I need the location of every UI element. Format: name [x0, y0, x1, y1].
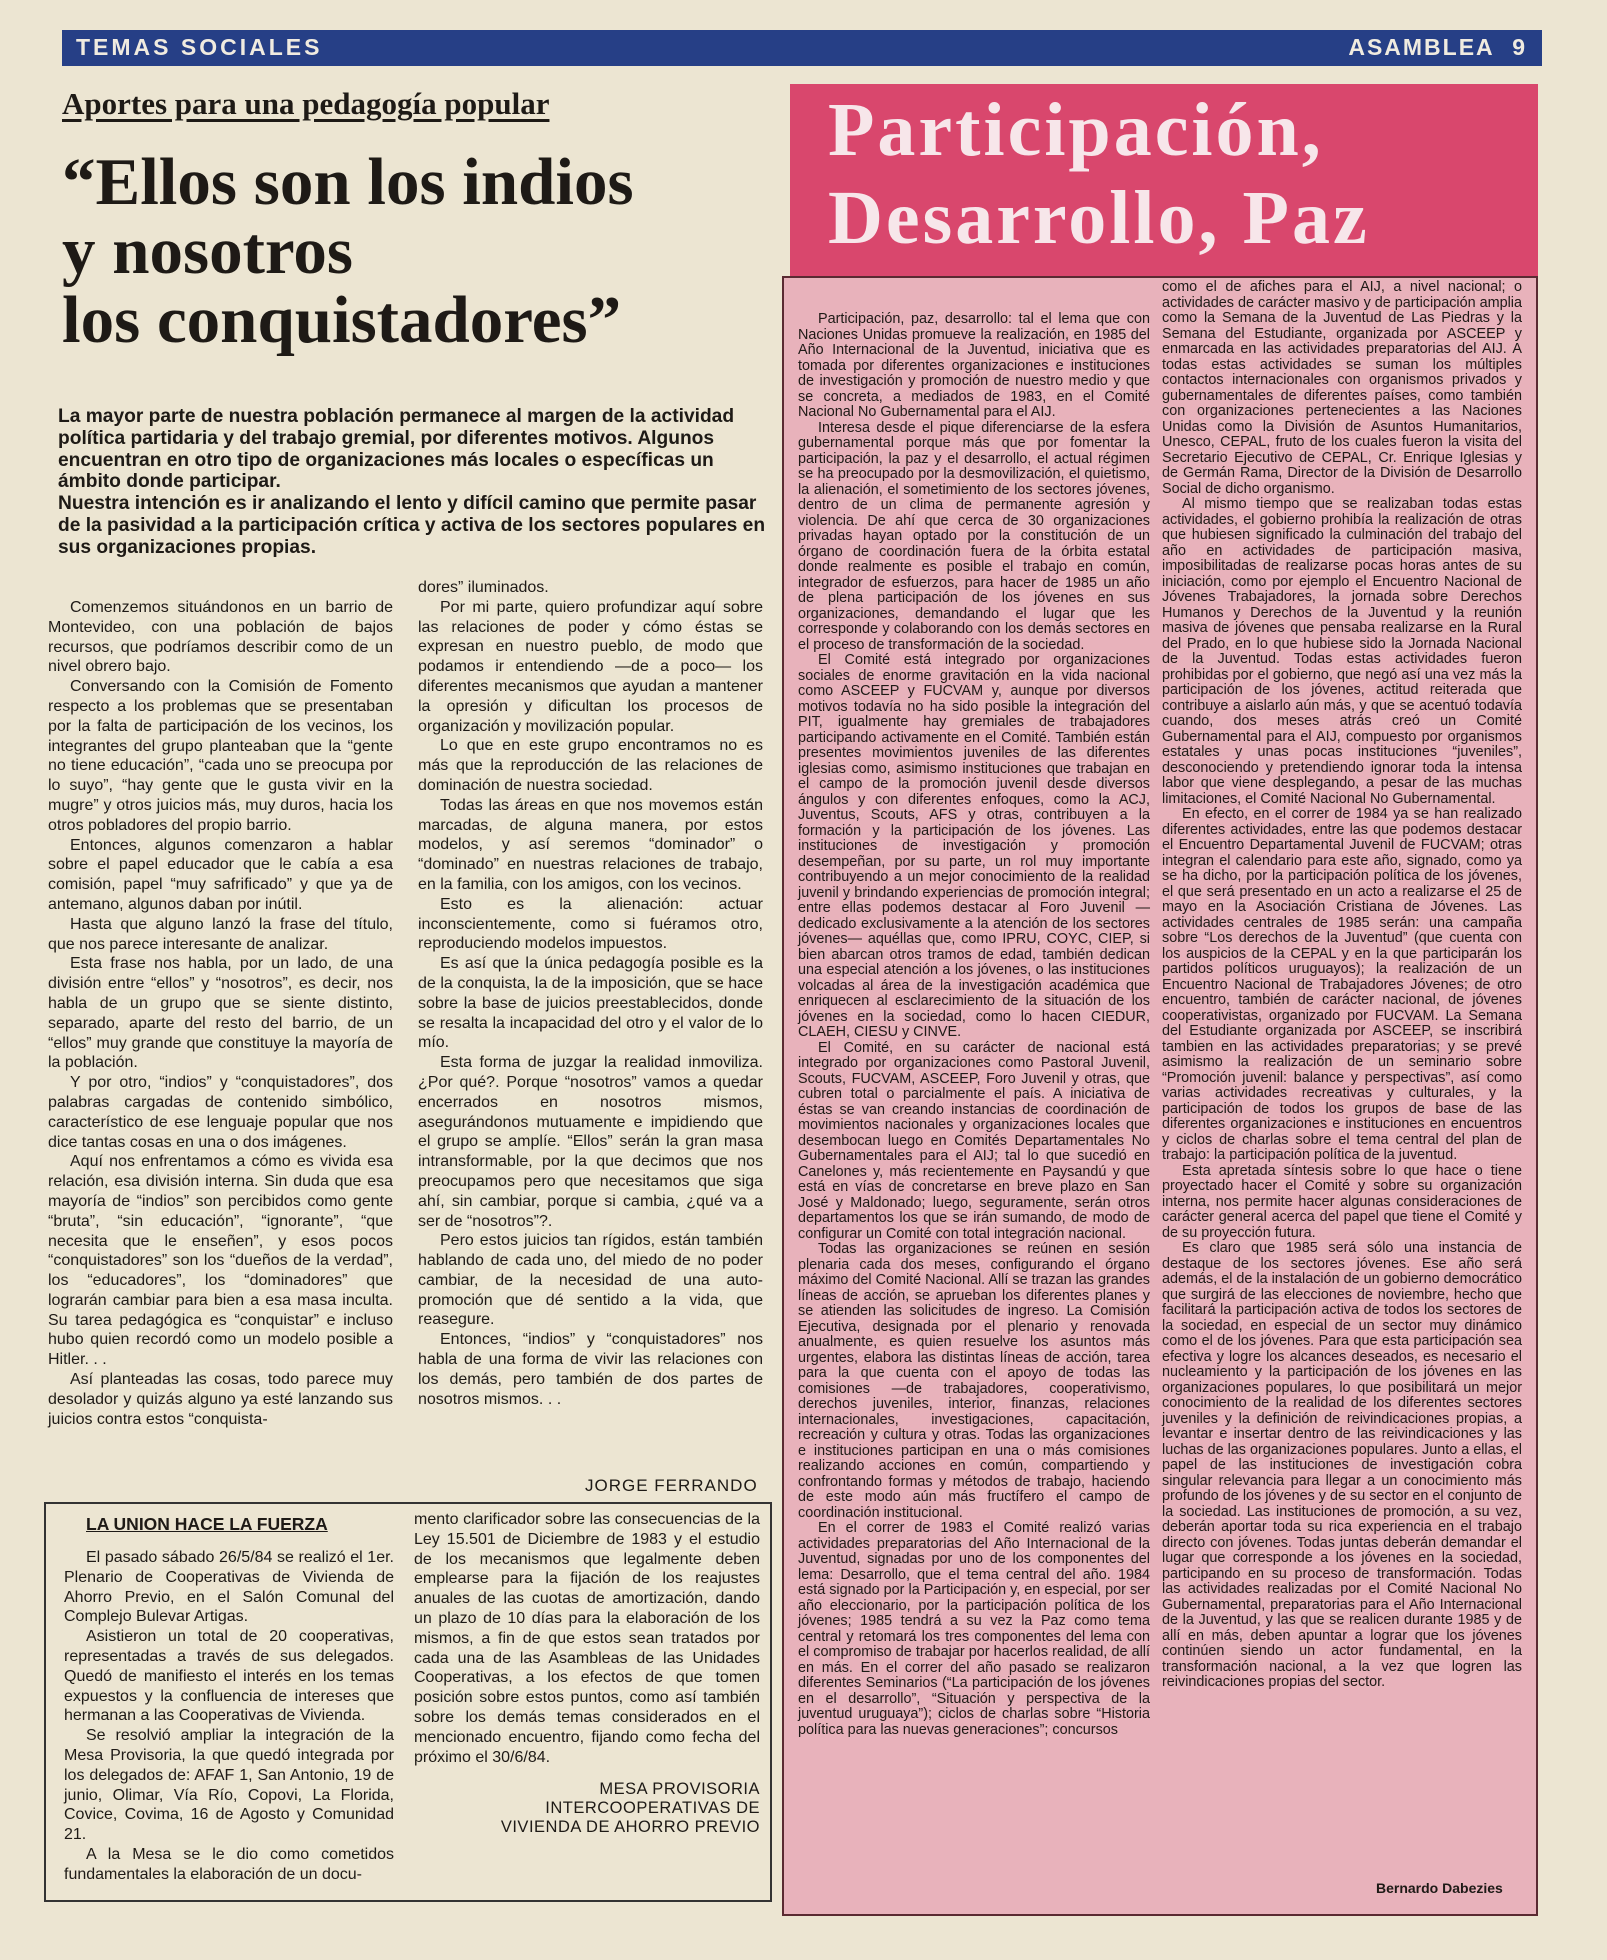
boxed-article-column-1 — [64, 1548, 394, 1885]
boxed-article-column-2 — [414, 1510, 760, 1767]
paragraph: Al mismo tiempo que se realizaban todas estas actividades, el gobierno prohibía la realización de otras que hubiesen significado la culminación del trabajo del año en actividades de participación masiva, imposibilitadas de realizarse pocas horas antes de su iniciación, como por ejemplo el Encuentro Nacional de Jóvenes Trabajadores, la jornada sobre Derechos Humanos y Derechos de la Juventud y la reunión masiva de jóvenes que pensaba realizarse en la Rural del Prado, en lo que hubiese sido la Jornada Nacional de la Juventud. Todas estas actividades fueron prohibidas por el gobierno, que negó así una vez más la participación de los jóvenes, actitud reiterada que contribuye a aislarlo aún más, y que se acentuó todavía cuando, dos meses atrás creó un Comité Gubernamental para el AIJ, compuesto por organismos estatales y unas pocas instituciones “juveniles”, desconociendo y pretendiendo ignorar toda la intensa labor que viene desplegando, a pesar de las muchas limitaciones, el Comité Nacional No Gubernamental. — [1162, 496, 1522, 807]
article-pretitle: Aportes para una pedagogía popular — [62, 86, 550, 121]
paragraph: Todas las áreas en que nos movemos están marcadas, de alguna manera, por estos modelos, y así seremos “dominador” o “dominado” en nuestras relaciones de trabajo, en la familia, con los amigos, con los vecinos. — [418, 796, 763, 893]
paragraph: Es así que la única pedagogía posible es la de la conquista, la de la imposición, que se hace sobre la base de juicios preestablecidos, donde se resalta la incapacidad del otro y el valor de lo mío. — [418, 955, 763, 1052]
paragraph: Y por otro, “indios” y “conquistadores”, dos palabras cargadas de contenido simbólico, característico de ese lenguaje popular que nos dice tantas cosas en una o dos imágenes. — [48, 1074, 393, 1151]
feature-title — [828, 86, 1528, 262]
headline-line: y nosotros — [62, 214, 353, 288]
paragraph: Esta frase nos habla, por un lado, de una división entre “ellos” y “nosotros”, es decir, nos habla de un grupo que se siente distinto, separado, aparte del resto del barrio, de un “ellos” muy grande que constituye la mayoría de la población. — [48, 955, 393, 1072]
article-lede — [58, 406, 768, 559]
feature-signature: Bernardo Dabezies — [1376, 1880, 1503, 1896]
paragraph: Participación, paz, desarrollo: tal el lema que con Naciones Unidas promueve la realización, en 1985 del Año Internacional de la Juventud, iniciativa que es tomada por diferentes organizaciones e instituciones de investigación y promoción de nuestro medio y que se concreta, a mediados de 1983, en el Comité Nacional No Gubernamental para el AIJ. — [798, 311, 1150, 420]
paragraph: como el de afiches para el AIJ, a nivel nacional; o actividades de carácter masivo y de participación amplia como la Semana de la Juventud de Las Piedras y la Semana del Estudiante, organizada por ASCEEP y enmarcada en las actividades preparatorias del AIJ. A todas estas actividades se suman los múltiples contactos internacionales con organismos privados y gubernamentales de diferentes países, como también con organizaciones pertenecientes a las Naciones Unidas como la División de Asuntos Humanitarios, Unesco, CEPAL, fruto de los cuales fueron la visita del Secretario Ejecutivo de CEPAL, Cr. Enrique Iglesias y de Germán Rama, Director de la División de Desarrollo Social de dicho organismo. — [1162, 279, 1522, 497]
lede-paragraph: Nuestra intención es ir analizando el lento y difícil camino que permite pasar de la pasividad a la participación crítica y activa de los sectores populares en sus organizaciones propias. — [58, 493, 766, 558]
paragraph: Hasta que alguno lanzó la frase del título, que nos parece interesante de analizar. — [48, 915, 393, 953]
feature-column-1 — [798, 312, 1150, 1738]
paragraph: Lo que en este grupo encontramos no es más que la reproducción de las relaciones de dominación de nuestra sociedad. — [418, 737, 763, 794]
author-signature: JORGE FERRANDO — [585, 1476, 758, 1495]
publication-page-label — [1348, 34, 1527, 61]
article-column-1 — [48, 598, 393, 1429]
feature-title-line: Desarrollo, Paz — [828, 176, 1370, 260]
paragraph: Comenzemos situándonos en un barrio de Montevideo, con una población de bajos recursos, que podríamos describir como de un nivel obrero bajo. — [48, 599, 393, 676]
lede-paragraph: La mayor parte de nuestra población permanece al margen de la actividad política partidaria y del trabajo gremial, por diferentes motivos. Algunos encuentran en otro tipo de organizaciones más locales o específicas un ámbito donde participar. — [58, 406, 735, 493]
boxed-article-title: LA UNION HACE LA FUERZA — [86, 1514, 328, 1534]
article-headline — [62, 145, 802, 357]
feature-title-line: Participación, — [828, 88, 1324, 172]
paragraph: Entonces, “indios” y “conquistadores” nos habla de una forma de vivir las relaciones con los demás, pero también de dos partes de nosotros mismos. . . — [418, 1331, 763, 1408]
paragraph: En efecto, en el correr de 1984 ya se han realizado diferentes actividades, entre las que podemos destacar el Encuentro Departamental Juvenil de FUCVAM; otras integran el calendario para este año, signado, como ya se ha dicho, por la participación política de los jóvenes, el que será presentado en un acto a realizarse el 25 de mayo en la Asociación Cristiana de Jóvenes. Las actividades centrales de 1985 serán: una campaña sobre “Los derechos de la Juventud” (que cuenta con los auspicios de la CEPAL y en la que participarán los partidos políticos uruguayos); la realización de un Encuentro Nacional de Trabajadores Jóvenes; de otro encuentro, también de carácter nacional, de jóvenes cooperativistas, organizado por FUCVAM. La Semana del Estudiante organizada por ASCEEP, se inscribirá tambien en las actividades preparatorias; y se prevé asimismo la realización de un seminario sobre “Promoción juvenil: balance y perspectivas”, así como varias actividades recreativas y culturales, y la participación de todos los grupos de base de las diferentes organizaciones e instituciones en encuentros y ciclos de charlas sobre el tema central del plan de trabajo: la participación política de la juventud. — [1162, 806, 1522, 1163]
boxed-article-signature — [470, 1780, 760, 1837]
signature-line: VIVIENDA DE AHORRO PREVIO — [500, 1818, 760, 1836]
paragraph: mento clarificador sobre las consecuencias de la Ley 15.501 de Diciembre de 1983 y el estudio de los mecanismos que legalmente deben emplearse para la fijación de los reajustes anuales de las cuotas de amortización, dando un plazo de 10 días para la elaboración de los mismos, a fin de que estos sean tratados por cada una de las Asambleas de las Unidades Cooperativas, a los efectos de que tomen posición sobre estos puntos, como así también sobre los demás temas considerados en el mencionado encuentro, fijando como fecha del próximo el 30/6/84. — [414, 1511, 760, 1766]
paragraph: Por mi parte, quiero profundizar aquí sobre las relaciones de poder y cómo éstas se expresan en nuestro pueblo, de modo que podamos ir entendiendo —de a poco— los diferentes mecanismos que ayudan a mantener la opresión y dificultan los procesos de organización y movilización popular. — [418, 598, 763, 735]
paragraph: Se resolvió ampliar la integración de la Mesa Provisoria, la que quedó integrada por los delegados de: AFAF 1, San Antonio, 19 de junio, Olimar, Vía Río, Copovi, La Florida, Covice, Covima, 16 de Agosto y Comunidad 21. — [64, 1727, 394, 1844]
paragraph: Entonces, algunos comenzaron a hablar sobre el papel educador que le cabía a esa comisión, papel “muy safrificado” y que ya de antemano, algunos daban por inútil. — [48, 836, 393, 913]
section-label: TEMAS SOCIALES — [76, 34, 323, 60]
paragraph: Es claro que 1985 será sólo una instancia de destaque de los sectores jóvenes. Ese año será además, el de la instalación de un gobierno democrático que surgirá de las elecciones de noviembre, hecho que facilitará la participación activa de todos los sectores de la sociedad, en especial de un sector muy dinámico como el de los jóvenes. Para que esta participación sea efectiva y logre los alcances deseados, es necesario el nucleamiento y la participación de los jóvenes en las organizaciones populares, lo que posibilitará un mejor conocimiento de la realidad de los diferentes sectores juveniles y la definición de reivindicaciones propias, a levantar e insertar dentro de las reivindicaciones y las luchas de las organizaciones populares. Junto a ellas, el papel de las instituciones de investigación cobra singular relevancia para llegar a un conocimiento más profundo de los jóvenes y de su sector en el conjunto de la sociedad. Las instituciones de promoción, a su vez, deberán aportar toda su rica experiencia en el trabajo directo con jóvenes. Todas juntas deberán demandar el lugar que corresponde a los jóvenes en la sociedad, participando en su proceso de transformación. Todas las actividades realizadas por el Comité Nacional No Gubernamental, preparatorias para el Año Internacional de la Juventud, y las que se realicen durante 1985 y de allí en más, deben apuntar a lograr que los jóvenes continúen siendo un actor fundamental, en la transformación nacional, a la vez que logren las reivindicaciones propias del sector. — [1162, 1240, 1523, 1690]
paragraph: Esta forma de juzgar la realidad inmoviliza. ¿Por qué?. Porque “nosotros” vamos a quedar encerrados en nosotros mismos, asegurándonos mutuamente e impidiendo que el grupo se amplíe. “Ellos” serán la gran masa intransformable, por la que decimos que nos preocupamos pero que necesitamos que siga ahí, sin cambiar, porque si cambia, ¿qué va a ser de “nosotros”?. — [418, 1054, 763, 1230]
signature-line: MESA PROVISORIA — [599, 1780, 760, 1798]
paragraph: Asistieron un total de 20 cooperativas, representadas a través de sus delegados. Quedó de manifiesto el interés en los temas expuestos y la confluencia de intereses que hermanan a las Cooperativas de Vivienda. — [64, 1628, 394, 1725]
paragraph: El Comité, en su carácter de nacional está integrado por organizaciones como Pastoral Juvenil, Scouts, FUCVAM, ASCEEP, Foro Juvenil y otras, que cubren total o parcialmente el país. A iniciativa de éstas se van creando instancias de coordinación de movimientos nacionales y organizaciones locales que desembocan luego en Comités Departamentales No Gubernamentales para el AIJ; tal lo que sucedió en Canelones y, más recientemente en Paysandú y que está en vías de concretarse en breve plazo en San José y Maldonado; luego, seguramente, serán otros departamentos los que se irán sumando, de modo de configurar un Comité con total integración nacional. — [798, 1039, 1150, 1242]
headline-line: los conquistadores” — [62, 283, 622, 357]
page-number: 9 — [1512, 34, 1527, 60]
paragraph: El pasado sábado 26/5/84 se realizó el 1er. Plenario de Cooperativas de Vivienda de Ahorro Previo, en el Salón Comunal del Complejo Bulevar Artigas. — [64, 1549, 394, 1626]
publication-name: ASAMBLEA — [1348, 34, 1494, 60]
paragraph: Todas las organizaciones se reúnen en sesión plenaria cada dos meses, configurando el órgano máximo del Comité Nacional. Allí se trazan las grandes líneas de acción, se aprueban los diferentes planes y se atienden las solicitudes de ingreso. La Comisión Ejecutiva, designada por el plenario y renovada anualmente, es quien resuelve los asuntos más urgentes, elabora las distintas líneas de acción, tarea para la que cuenta con el apoyo de todas las comisiones —de trabajadores, cooperativismo, derechos juveniles, interior, finanzas, relaciones internacionales, investigaciones, capacitación, recreación y cultura y otras. Todas las organizaciones e instituciones participan en una o más comisiones realizando acciones en común, compartiendo y confrontando formas y métodos de trabajo, haciendo de este modo aún más fructífero el campo de coordinación institucional. — [798, 1241, 1150, 1521]
paragraph: Interesa desde el pique diferenciarse de la esfera gubernamental porque más que por fomentar la participación, la paz y el desarrollo, el actual régimen se ha preocupado por la desmovilización, el quietismo, la alienación, el sometimiento de los sectores jóvenes, dentro de un clima de permanente agresión y violencia. De ahí que cerca de 30 organizaciones privadas hayan optado por la constitución de un órgano de coordinación fuera de la órbita estatal donde realmente es posible el trabajo en común, integrador de esfuerzos, para hacer de 1985 un año de plena participación de los jóvenes en sus organizaciones, demandando el lugar que les corresponde y colaborando con los demás sectores en el proceso de transformación de la sociedad. — [798, 419, 1150, 653]
paragraph: Aquí nos enfrentamos a cómo es vivida esa relación, esa división interna. Sin duda que esa mayoría de “indios” son percibidos como gente “bruta”, “sin educación”, “ignorante”, “que necesita que le enseñen”, y esos pocos “conquistadores” son los “dueños de la verdad”, los “educadores”, los “dominadores” que lograrán cambiar para bien a esa masa inculta. Su tarea pedagógica es “conquistar” e incluso hubo quien recordó como un modelo posible a Hitler. . . — [48, 1153, 393, 1369]
paragraph: Pero estos juicios tan rígidos, están también hablando de cada uno, del miedo de no poder cambiar, de la necesidad de una auto-promoción que dé sentido a la vida, que reasegure. — [418, 1232, 763, 1329]
paragraph: A la Mesa se le dio como cometidos fundamentales la elaboración de un docu- — [64, 1845, 394, 1883]
paragraph: Esto es la alienación: actuar inconscientemente, como si fuéramos otro, reproduciendo modelos impuestos. — [418, 895, 763, 953]
paragraph: Así planteadas las cosas, todo parece muy desolador y quizás alguno ya esté lanzando sus juicios contra estos “conquista- — [48, 1371, 393, 1428]
feature-column-2 — [1162, 280, 1522, 1691]
paragraph: Esta apretada síntesis sobre lo que hace o tiene proyectado hacer el Comité y sobre su organización interna, nos permite hacer algunas consideraciones de carácter general acerca del papel que tiene el Comité y de su proyección futura. — [1162, 1162, 1522, 1241]
paragraph: El Comité está integrado por organizaciones sociales de enorme gravitación en la vida nacional como ASCEEP y FUCVAM y, aunque por diversos motivos todavía no ha sido posible la integración del PIT, igualmente hay gremiales de trabajadores participando activamente en el Comité. También están presentes movimientos juveniles de las diferentes iglesias como, asimismo instituciones que trabajan en el campo de la promoción juvenil desde diversos ángulos y con diferentes enfoques, como la ACJ, Juventus, Scouts, AFS y otras, contribuyen a la formación y la participación de los jóvenes. Las instituciones de investigación y promoción desempeñan, por su parte, un rol muy importante contribuyendo a un mejor conocimiento de la realidad juvenil y brindando experiencias de promoción integral; entre ellas podemos destacar al Foro Juvenil —dedicado exclusivamente a la atención de los sectores jóvenes— aquéllas que, como IPRU, COYC, CIEP, si bien abarcan otros tramos de edad, también dedican una especial atención a los jóvenes, o las instituciones volcadas al área de la investigación académica que enriquecen al esclarecimiento de la situación de los jóvenes en la sociedad, como lo hacen CIEDUR, CLAEH, CIESU y CINVE. — [798, 652, 1150, 1040]
paragraph: Conversando con la Comisión de Fomento respecto a los problemas que se presentaban por la falta de participación de los vecinos, los integrantes del grupo planteaban que la “gente no tiene educación”, “cada uno se preocupa por lo suyo”, “hay gente que le gusta vivir en la mugre” y otros juicios más, muy duros, hacia los otros pobladores del propio barrio. — [48, 678, 393, 834]
paragraph: dores” iluminados. — [418, 579, 549, 596]
headline-line: “Ellos son los indios — [62, 145, 634, 219]
signature-line: INTERCOOPERATIVAS DE — [545, 1799, 760, 1817]
paragraph: En el correr de 1983 el Comité realizó varias actividades preparatorias del Año Internacional de la Juventud, signadas por uno de los componentes del lema: Desarrollo, que el tema central del año. 1984 está signado por la Participación y, en especial, por ser año eleccionario, por la participación política de los jóvenes; 1985 tendrá a su vez la Paz como tema central y retomará los tres componentes del lema con el compromiso de trabajar por hacerlos realidad, de allí en más. En el correr del año pasado se realizaron diferentes Seminarios (“La participación de los jóvenes en el desarrollo”, “Situación y perspectiva de la juventud uruguaya”); ciclos de charlas sobre “Historia política para las nuevas generaciones”; concursos — [798, 1520, 1150, 1738]
article-column-2 — [418, 578, 763, 1409]
